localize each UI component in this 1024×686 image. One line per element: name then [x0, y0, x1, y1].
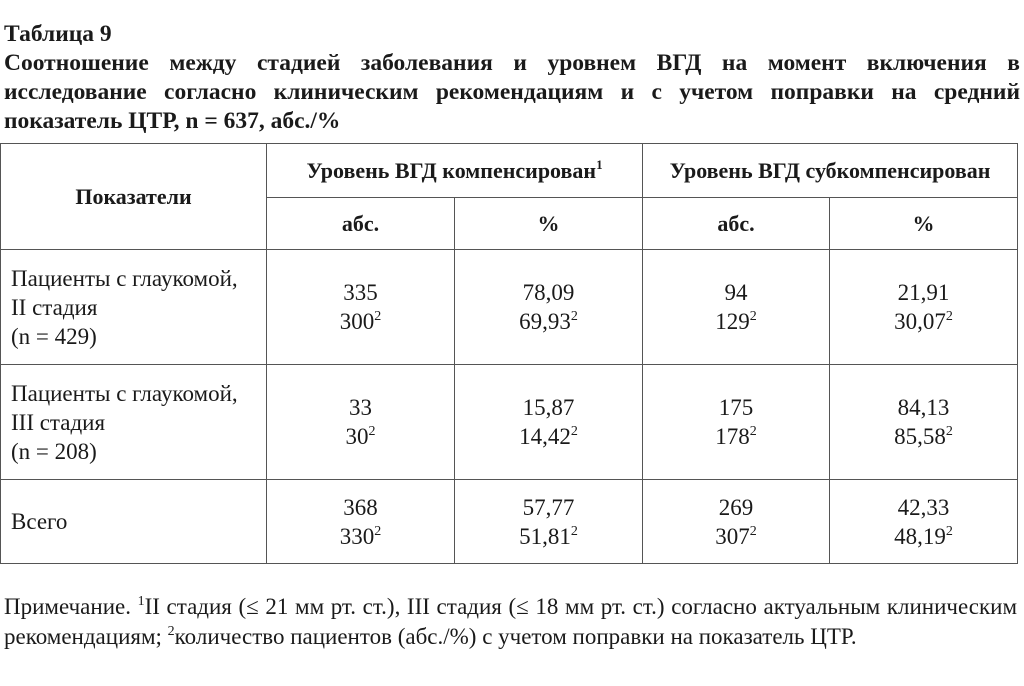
table-row — [1, 250, 1018, 365]
note-prefix: Примечание. — [4, 594, 138, 619]
value-cell — [830, 480, 1018, 564]
value-cell — [267, 365, 455, 480]
adjusted-value: 30 — [345, 424, 369, 449]
table-number: Таблица 9 — [4, 21, 112, 47]
row-label-line: (n = 208) — [11, 438, 97, 464]
subheader-pct: % — [830, 198, 1018, 250]
footnote-marker: 1 — [596, 156, 603, 172]
subcompensated-group-header: Уровень ВГД субкомпенсирован — [643, 144, 1018, 198]
adjusted-value: 51,81 — [519, 523, 571, 549]
compensated-group-header: Уровень ВГД компенсирован$^1$ — [267, 144, 643, 198]
subheader-abs: абс. — [267, 198, 455, 250]
row-label — [1, 480, 267, 564]
footnote-marker: 2 — [570, 424, 578, 439]
value-cell — [830, 250, 1018, 365]
value-cell — [455, 250, 643, 365]
row-label — [1, 250, 267, 365]
adjusted-value: 30,07 — [894, 309, 946, 334]
table-caption — [4, 20, 1020, 136]
subheader-abs: абс. — [643, 198, 830, 250]
value: 15,87 — [522, 395, 575, 420]
row-label-line: II стадия — [11, 294, 98, 320]
footnote-marker: 2 — [945, 309, 953, 324]
subheader-pct: % — [455, 198, 643, 250]
adjusted-value: 48,19 — [894, 523, 946, 549]
adjusted-value: 14,42 — [519, 424, 571, 449]
row-label-line: Пациенты с глаукомой, — [11, 265, 238, 291]
footnote-marker: 2 — [749, 309, 757, 324]
value-cell — [643, 250, 830, 365]
note-text-2: количество пациентов (абс./%) с учетом поправки на показатель ЦТР. — [174, 624, 857, 649]
value: 368 — [343, 494, 378, 520]
value-cell — [267, 250, 455, 365]
adjusted-value: 85,58 — [894, 424, 946, 449]
value: 33 — [349, 395, 372, 420]
row-label-line: III стадия — [11, 409, 106, 435]
value-cell — [643, 365, 830, 480]
footnote-marker: 2 — [945, 424, 953, 439]
table-note — [4, 592, 1017, 652]
value: 21,91 — [897, 280, 950, 305]
value: 84,13 — [897, 395, 950, 420]
adjusted-value: 69,93 — [519, 309, 571, 334]
footnote-marker: 2 — [945, 523, 953, 539]
adjusted-value: 300 — [339, 309, 375, 334]
indicator-header: Показатели — [1, 144, 267, 250]
table-row — [1, 365, 1018, 480]
value-cell — [643, 480, 830, 564]
footnote-marker: 2 — [368, 424, 376, 439]
footnote-marker: 2 — [570, 309, 578, 324]
value: 94 — [724, 280, 748, 305]
row-label-line: (n = 429) — [11, 323, 97, 349]
header-row — [1, 144, 1018, 198]
note-text-1: II стадия (≤ 21 мм рт. ст.), III стадия (≤ 18 мм рт. ст.) согласно актуальным клиническим рекомендациям; — [4, 594, 1017, 649]
footnote-marker: 2 — [374, 523, 382, 539]
note-footnote-1: 1 — [137, 594, 145, 609]
value: 78,09 — [522, 280, 575, 305]
footnote-marker: 2 — [570, 523, 578, 539]
value: 42,33 — [897, 494, 950, 520]
row-label-line: Пациенты с глаукомой, — [11, 380, 238, 406]
row-label-line: Всего — [11, 509, 68, 534]
adjusted-value: 330 — [339, 523, 375, 549]
value: 175 — [718, 395, 754, 420]
value-cell — [455, 480, 643, 564]
value-cell — [267, 480, 455, 564]
value: 335 — [343, 280, 378, 305]
note-footnote-2: 2 — [167, 624, 175, 639]
adjusted-value: 178 — [715, 424, 750, 449]
row-label — [1, 365, 267, 480]
adjusted-value: 307 — [715, 523, 750, 549]
table-row — [1, 480, 1018, 564]
value: 57,77 — [522, 494, 575, 520]
data-table — [0, 143, 1018, 564]
footnote-marker: 2 — [374, 309, 382, 324]
value: 269 — [718, 494, 754, 520]
footnote-marker: 2 — [749, 424, 757, 439]
adjusted-value: 129 — [715, 309, 750, 334]
footnote-marker: 2 — [749, 523, 757, 539]
value-cell — [830, 365, 1018, 480]
table-title: Соотношение между стадией заболевания и уровнем ВГД на момент включения в исследование согласно клиническим рекомендациям и с учетом поправки на средний показатель ЦТР, n = 637, абс./% — [4, 50, 1020, 134]
value-cell — [455, 365, 643, 480]
